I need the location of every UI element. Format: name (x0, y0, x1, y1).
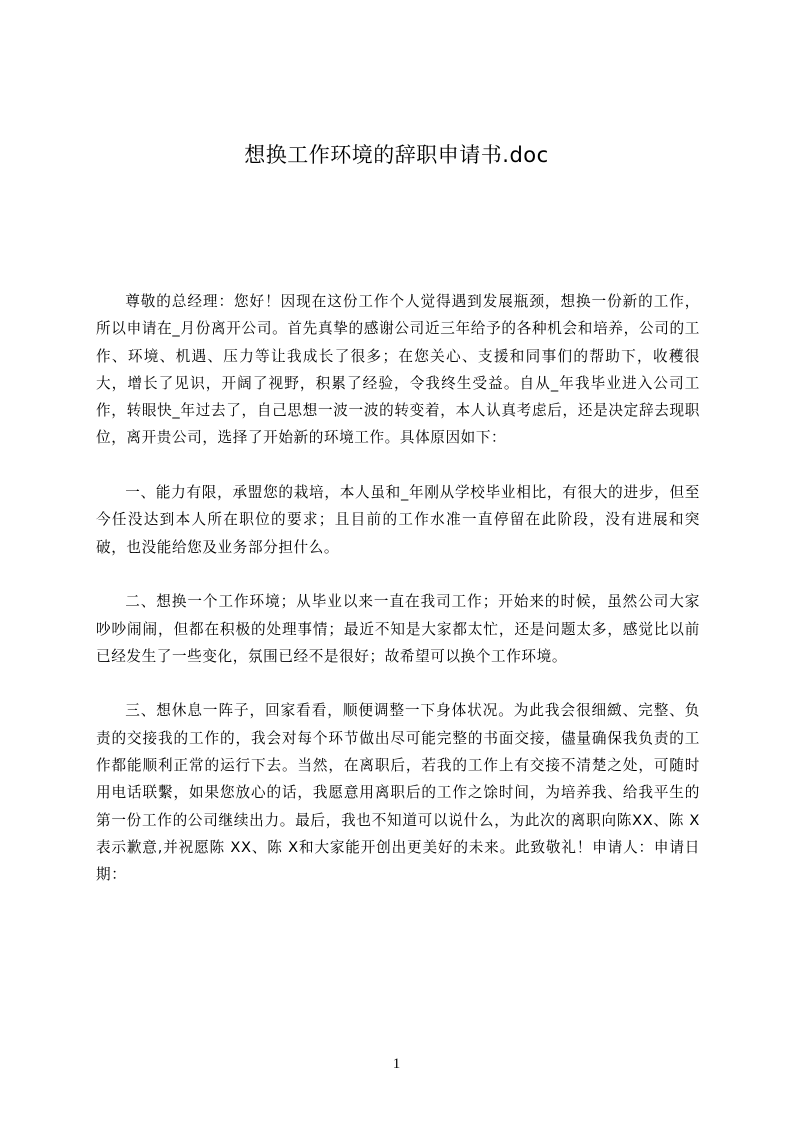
document-title: 想换工作环境的辞职申请书.doc (244, 143, 549, 167)
paragraph-reason-one: 一、能力有限，承盟您的栽培，本人虽和_年刚从学校毕业相比，有很大的进步，但至今任没达到本人所在职位的要求；且目前的工作水准一直停留在此阶段，没有进展和突破，也没能给您及业务部分担什么。 (96, 484, 700, 556)
paragraph-reason-two: 二、想换一个工作环境；从毕业以来一直在我司工作；开始来的时候，虽然公司大家吵吵闹闹，但都在积极的处理事情；最近不知是大家都太忙，还是问题太多，感觉比以前已经发生了一些变化，氛围已经不是很好；故希望可以换个工作环境。 (96, 593, 700, 665)
paragraph-reason-three-closing: 三、想休息一阵子，回家看看，顺便调整一下身体状况。为此我会很细緻、完整、负责的交接我的工作的，我会对每个环节做出尽可能完整的书面交接，儘量确保我负责的工作都能顺利正常的运行下去。当然，在离职后，若我的工作上有交接不清楚之处，可随时用电话联繫，如果您放心的话，我愿意用离职后的工作之馀时间，为培养我、给我平生的第一份工作的公司继续出力。最后，我也不知道可以说什么，为此次的离职向陈XX、陈 X表示歉意,并祝愿陈 XX、陈 X和大家能开创出更美好的未来。此致敬礼！申请人：申请日期： (96, 702, 700, 884)
paragraph-salutation-intro: 尊敬的总经理：您好！因现在这份工作个人觉得遇到发展瓶颈，想换一份新的工作，所以申请在_月份离开公司。首先真挚的感谢公司近三年给予的各种机会和培养，公司的工作、环境、机遇、压力等让我成长了很多；在您关心、支援和同事们的帮助下，收穫很大，增长了见识，开阔了视野，积累了经验，令我终生受益。自从_年我毕业进入公司工作，转眼快_年过去了，自己思想一波一波的转变着，本人认真考虑后，还是决定辞去现职位，离开贵公司，选择了开始新的环境工作。具体原因如下： (96, 293, 700, 447)
page-number: 1 (392, 1056, 401, 1072)
document-body (96, 288, 700, 889)
